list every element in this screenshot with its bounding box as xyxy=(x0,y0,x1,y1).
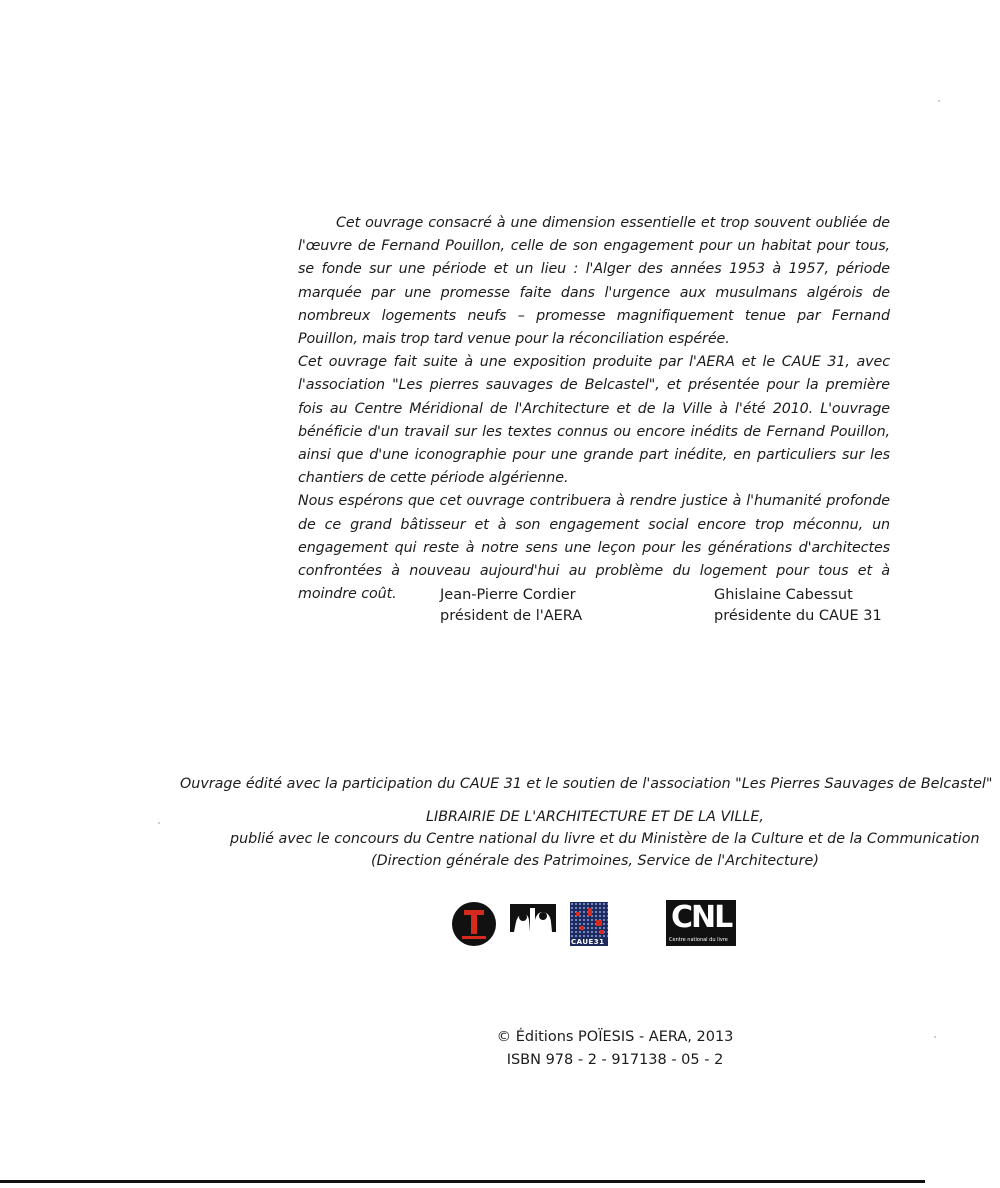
participation-credit: Ouvrage édité avec la participation du CAUE 31 et le soutien de l'association "Les Pierres Sauvages de Belcastel" xyxy=(180,776,993,792)
t-circle-logo-icon xyxy=(452,902,496,946)
publisher-name: LIBRAIRIE DE L'ARCHITECTURE ET DE LA VILLE, xyxy=(426,809,764,825)
lions-emblem-logo-icon xyxy=(510,904,556,944)
signature-cordier xyxy=(440,585,582,627)
cnl-logo-mark: CNL xyxy=(671,900,732,935)
publisher-direction: (Direction générale des Patrimoines, Service de l'Architecture) xyxy=(371,853,819,869)
copyright-block xyxy=(440,1026,790,1072)
signature-role: présidente du CAUE 31 xyxy=(714,608,882,624)
paper-speck xyxy=(934,1036,936,1038)
cnl-logo-icon xyxy=(666,900,736,946)
foreword-paragraph-2: Cet ouvrage fait suite à une exposition produite par l'AERA et le CAUE 31, avec l'association "Les pierres sauvages de Belcastel", et présentée pour la première fois au Centre Méridional de l'Architecture et de la Ville à l'été 2010. L'ouvrage bénéficie d'un travail sur les textes connus ou encore inédits de Fernand Pouillon, ainsi que d'une iconographie pour une grande part inédite, en particuliers sur les chantiers de cette période algérienne. xyxy=(298,354,890,487)
paper-speck xyxy=(938,100,940,102)
foreword-paragraph-3: Nous espérons que cet ouvrage contribuera à rendre justice à l'humanité profonde de ce grand bâtisseur et à son engagement social encore trop méconnu, un engagement qui reste à notre sens une leçon pour les générations d'architectes confrontées à nouveau aujourd'hui au problème du logement pour tous et à moindre coût. xyxy=(298,493,890,603)
signature-name: Ghislaine Cabessut xyxy=(714,587,853,603)
signature-name: Jean-Pierre Cordier xyxy=(440,587,576,603)
signature-role: président de l'AERA xyxy=(440,608,583,624)
bottom-edge-rule xyxy=(0,1180,925,1183)
copyright-line: © Éditions POÏESIS - AERA, 2013 xyxy=(496,1029,734,1045)
paper-speck xyxy=(158,822,160,824)
foreword-text xyxy=(298,212,890,606)
caue-logo-label: CAUE31 xyxy=(571,938,605,946)
publisher-credit xyxy=(230,806,980,872)
caue-31-logo-icon xyxy=(570,902,608,946)
publisher-support: publié avec le concours du Centre national du livre et du Ministère de la Culture et de la Communication xyxy=(230,831,980,847)
cnl-logo-caption: Centre national du livre xyxy=(669,937,728,943)
partner-logos xyxy=(448,898,748,958)
foreword-paragraph-1: Cet ouvrage consacré à une dimension essentielle et trop souvent oubliée de l'œuvre de Fernand Pouillon, celle de son engagement pour un habitat pour tous, se fonde sur une période et un lieu : l'Alger des années 1953 à 1957, période marquée par une promesse faite dans l'urgence aux musulmans algérois de nombreux logements neufs – promesse magnifiquement tenue par Fernand Pouillon, mais trop tard venue pour la réconciliation espérée. xyxy=(298,215,890,348)
isbn-line: ISBN 978 - 2 - 917138 - 05 - 2 xyxy=(506,1052,724,1068)
signature-cabessut xyxy=(714,585,882,627)
